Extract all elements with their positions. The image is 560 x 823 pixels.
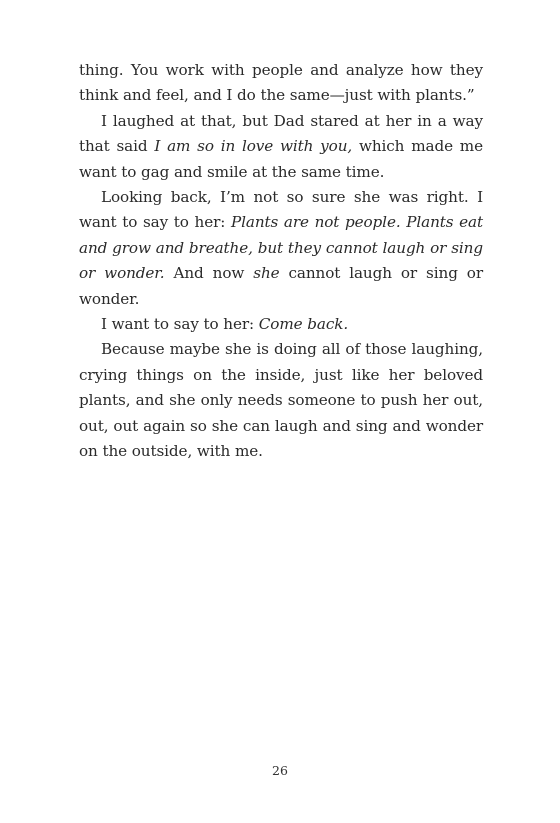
paragraph-1-text: thing. You work with people and analyze how they think and feel, and I do the same—just with plants.” (79, 61, 483, 105)
paragraph-3-text-c: cannot laugh or sing or wonder. (79, 264, 483, 308)
paragraph-5 (79, 337, 483, 464)
page-number: 26 (272, 763, 288, 778)
paragraph-4 (79, 312, 483, 337)
paragraph-1 (79, 58, 483, 109)
paragraph-4-text: I want to say to her: (101, 315, 259, 334)
paragraph-4-italic: Come back. (258, 315, 349, 334)
paragraph-2-text-b: which made me want to gag and smile at the same time. (79, 137, 483, 181)
body-text (79, 58, 483, 465)
paragraph-5-text: Because maybe she is doing all of those laughing, crying things on the inside, just like her beloved plants, and she only needs someone to push her out, out, out again so she can laugh and sing and wonder on the outside, with me. (79, 340, 483, 461)
paragraph-3-italic-a: Plants are not people. Plants eat and grow and breathe, but they cannot laugh or sing or wonder. (79, 213, 483, 283)
paragraph-3-italic-b: she (253, 264, 280, 283)
paragraph-2 (79, 109, 483, 185)
paragraph-3-text-b: And now (164, 264, 254, 283)
paragraph-2-text-a: I laughed at that, but Dad stared at her in a way that said (79, 111, 483, 156)
paragraph-3-text-a: Looking back, I’m not so sure she was right. I want to say to her: (79, 188, 483, 232)
paragraph-3 (79, 185, 483, 312)
paragraph-2-italic: I am so in love with you, (154, 137, 353, 156)
